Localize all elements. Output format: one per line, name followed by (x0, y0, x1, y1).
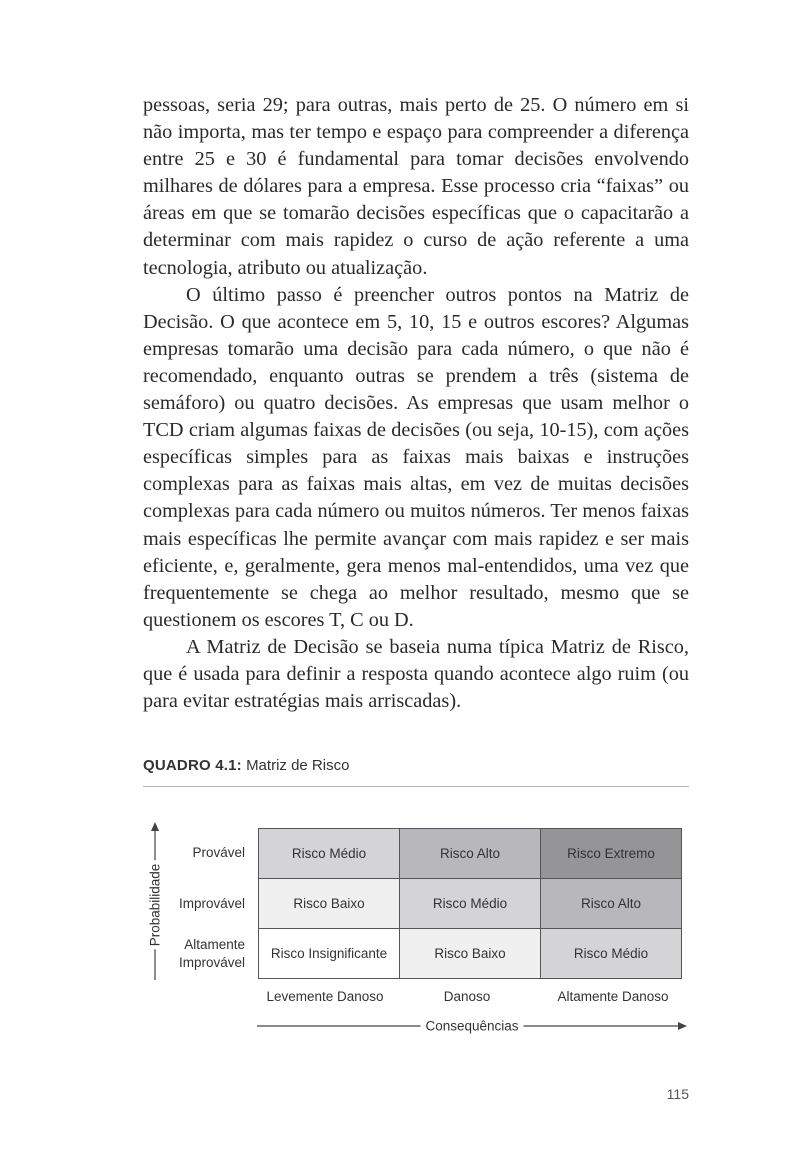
page-number: 115 (666, 1086, 689, 1102)
row-label-provavel: Provável (192, 845, 245, 860)
matrix-row (259, 879, 682, 929)
paragraph: O último passo é preencher outros pontos na Matriz de Decisão. O que acontece em 5, 10, 15 e outros escores? Algumas empresas tomarão uma decisão para cada número, o que não é recomendado, enquanto outras se prendem a três (sistema de semáforo) ou quatro decisões. As empresas que usam melhor o TCD criam algumas faixas de decisões (ou seja, 10-15), com ações específicas simples para as faixas mais baixas e instruções complexas para as faixas mais altas, em vez de muitas decisões complexas para cada número ou muitos números. Ter menos faixas mais específicas lhe permite avançar com mais rapidez e ser mais eficiente, e, geralmente, gera menos mal-entendidos, uma vez que frequentemente se chega ao melhor resultado, mesmo que se questionem os escores T, C ou D. (143, 283, 689, 631)
column-label-levemente-danoso: Levemente Danoso (266, 989, 384, 1004)
figure-caption (143, 757, 349, 774)
body-text (143, 92, 689, 715)
matrix-cell: Risco Médio (259, 829, 400, 879)
consequences-axis-label: Consequências (420, 1019, 523, 1034)
matrix-row (259, 929, 682, 979)
matrix-cell: Risco Médio (541, 929, 682, 979)
figure-label: QUADRO 4.1: (143, 757, 242, 774)
matrix-cell: Risco Médio (400, 879, 541, 929)
figure-title: Matriz de Risco (246, 757, 350, 774)
matrix-cell: Risco Alto (400, 829, 541, 879)
matrix-cell: Risco Alto (541, 879, 682, 929)
matrix-cell: Risco Baixo (400, 929, 541, 979)
probability-axis-label: Probabilidade (148, 861, 163, 950)
paragraph: pessoas, seria 29; para outras, mais perto de 25. O número em si não importa, mas ter tempo e espaço para compreender a diferença entre 25 e 30 é fundamental para tomar decisões envolvendo milhares de dólares para a empresa. Esse processo cria “faixas” ou áreas em que se tomarão decisões específicas que o capacitarão a determinar com mais rapidez o curso de ação referente a uma tecnologia, atributo ou atualização. (143, 94, 689, 279)
matrix-row (259, 829, 682, 879)
row-label-improvavel: Improvável (178, 896, 245, 911)
paragraph: A Matriz de Decisão se baseia numa típica Matriz de Risco, que é usada para definir a resposta quando acontece algo ruim (ou para evitar estratégias mais arriscadas). (143, 635, 689, 713)
column-label-altamente-danoso: Altamente Danoso (557, 989, 669, 1004)
risk-matrix (258, 828, 682, 979)
matrix-cell: Risco Insignificante (259, 929, 400, 979)
matrix-cell: Risco Baixo (259, 879, 400, 929)
matrix-cell: Risco Extremo (541, 829, 682, 879)
row-label-altamente-improvavel: Altamente Improvável (178, 937, 245, 970)
figure-divider (143, 786, 689, 787)
column-label-danoso: Danoso (443, 989, 491, 1004)
